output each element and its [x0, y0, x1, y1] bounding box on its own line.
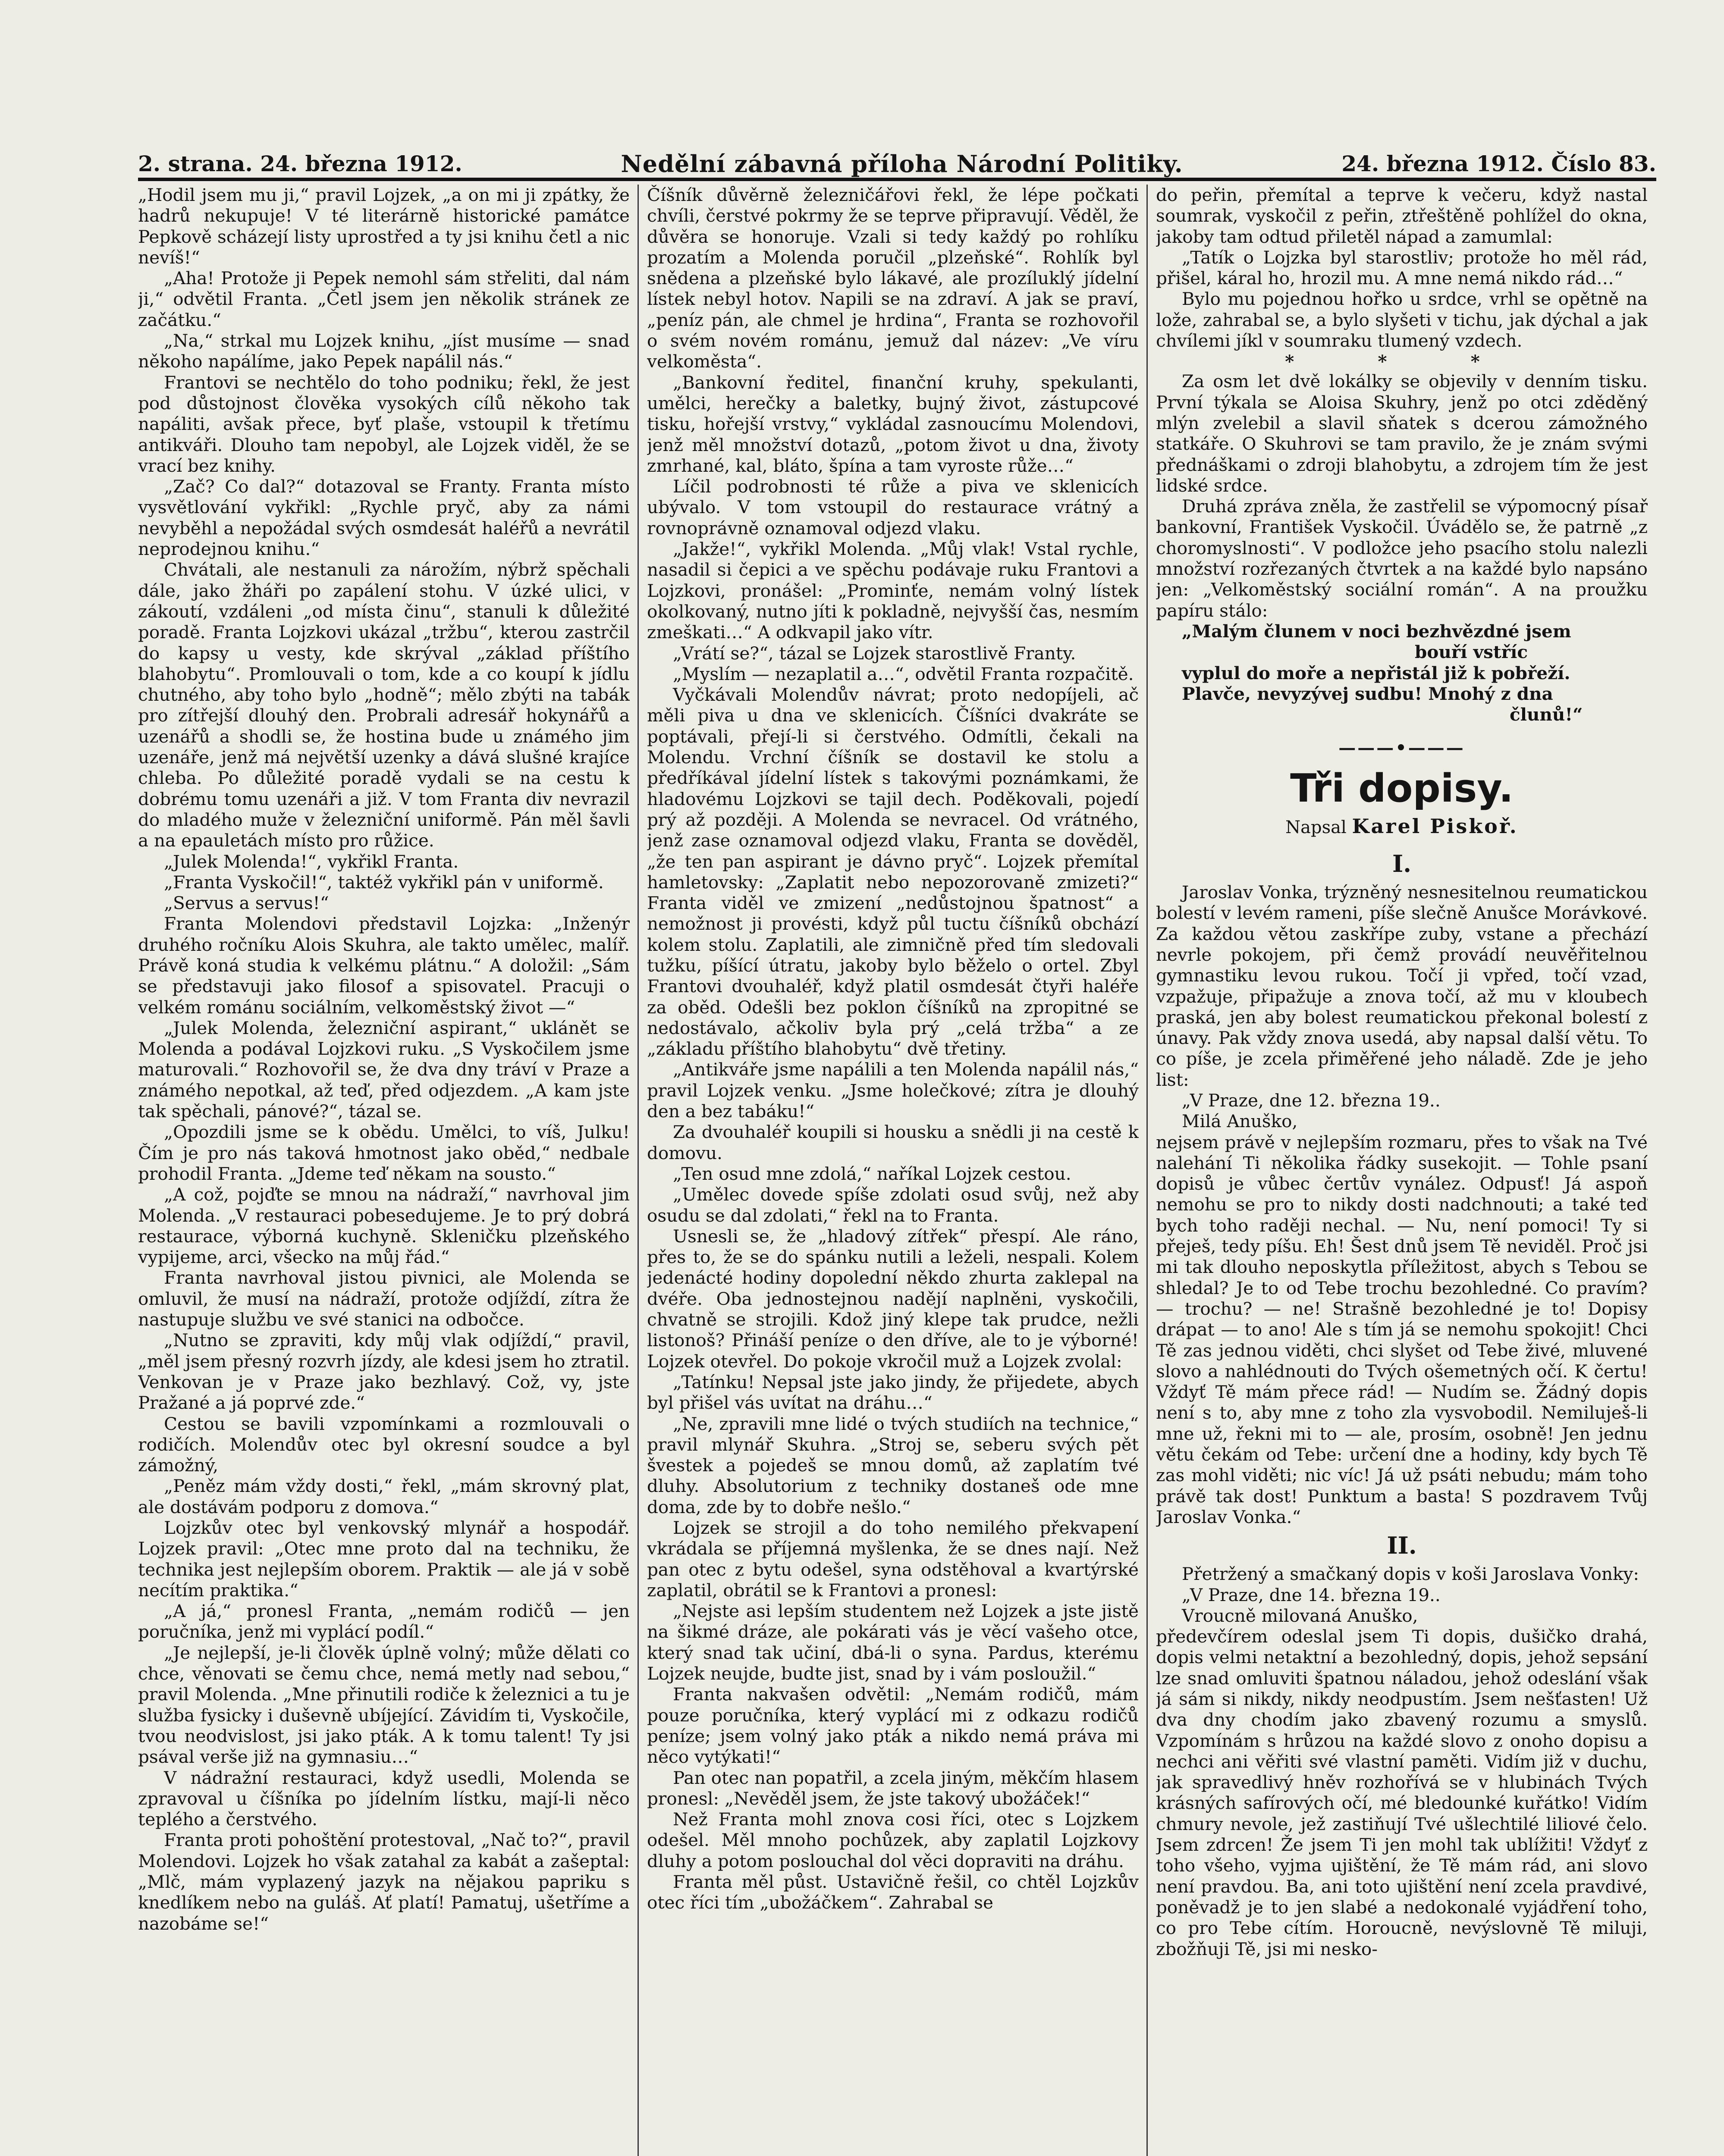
paragraph: „Opozdili jsme se k obědu. Umělci, to víš, Julku! Čím je pro nás taková hmotnost jako oběd,“ nedbale prohodil Franta. „Jdeme teď někam na sousto.“ [138, 1122, 630, 1184]
paragraph: Líčil podrobnosti té růže a piva ve sklenicích ubývalo. V tom vstoupil do restaurace vrátný a rovnoprávně oznamoval odjezd vlaku. [647, 476, 1139, 539]
paragraph: Druhá zpráva zněla, že zastřelil se výpomocný písař bankovní, František Vyskočil. Úvádělo se, že patrně „z choromyslnosti“. V podložce jeho psacího stolu nalezli množství rozřezaných čtvrtek a na každé bylo napsáno jen: „Velkoměstský sociální román“. A na proužku papíru stálo: [1156, 496, 1648, 621]
paragraph: „Ten osud mne zdolá,“ naříkal Lojzek cestou. [673, 1163, 1071, 1184]
paragraph: Za osm let dvě lokálky se objevily v denním tisku. První týkala se Aloisa Skuhry, jenž po otci zděděný mlýn zvelebil a slavil sňatek s dcerou zámožného statkáře. O Skuhrovi se tam pravilo, že je znám svými přednáškami o zdroji blahobytu, a zdrojem tím že jest lidské srdce. [1156, 371, 1648, 496]
paragraph: Pan otec nan popatřil, a zcela jiným, měkčím hlasem pronesl: „Nevěděl jsem, že jste takový ubožáček!“ [647, 1767, 1139, 1809]
paragraph: Bylo mu pojednou hořko u srdce, vrhl se opětně na lože, zahrabal se, a bylo slyšeti v tichu, jak dýchal a jak chvílemi jíkl v soumraku tlumený vzdech. [1156, 288, 1648, 351]
paragraph: „Myslím — nezaplatil a…“, odvětil Franta rozpačitě. [673, 663, 1134, 684]
paragraph: Chvátali, ale nestanuli za nárožím, nýbrž spěchali dále, jako žháři po zapálení stohu. V úzké ulici, v zákoutí, vzdáleni „od místa činu“, stanuli k důležité poradě. Franta Lojzkovi ukázal „tržbu“, kterou zastrčil do kapsy u vesty, kde skrýval „základ příštího blahobytu“. Promlouvali o tom, kde a co koupí k jídlu chutného, aby toho bylo „hodně“; mělo zbýti na tabák pro zítřejší dlouhý den. Probrali adresář hokynářů a uzenářů a shodli se, že hostina bude u známého jim uzenáře, jenž má největší uzenky a dává slušné krajíce chleba. Po důležité poradě vydali se na cestu k dobrému tomu uzenáři a již. V tom Franta div nevrazil do mladého muže v železniční uniformě. Pán měl šavli a na epauletách místo pro růžice. [138, 559, 630, 851]
paragraph: „Bankovní ředitel, finanční kruhy, spekulanti, umělci, herečky a baletky, bujný život, zástupcové tisku, hořejší vrstvy,“ vykládal zasnoucímu Molendovi, jenž měl množství dotazů, „potom život u dna, životy zmrhané, kal, bláto, špína a tam vyroste růže…“ [647, 372, 1139, 476]
paragraph: Franta navrhoval jistou pivnici, ale Molenda se omluvil, že musí na nádraží, protože odjíždí, zítra že nastupuje službu ve své stanici na odbočce. [138, 1267, 630, 1330]
paragraph: „Hodil jsem mu ji,“ pravil Lojzek, „a on mi ji zpátky, že hadrů nekupuje! V té literárně historické památce Pepkově scházejí listy uprostřed a ty jsi knihu četl a nic nevíš!“ [138, 185, 630, 268]
paragraph: „Nejste asi lepším studentem než Lojzek a jste jistě na šikmé dráze, ale pokárati vás je věcí vašeho otce, který snad tak učiní, dbá-li o syna. Pardus, kterému Lojzek neujde, budte jist, snad by i vám posloužil.“ [647, 1601, 1139, 1684]
page-header [138, 142, 1656, 177]
paragraph: V nádražní restauraci, když usedli, Molenda se zpravoval u číšníka po jídelním lístku, mají-li něco teplého a čerstvého. [138, 1767, 630, 1830]
paragraph: „A já,“ pronesl Franta, „nemám rodičů — jen poručníka, jenž mi vyplácí podíl.“ [138, 1601, 630, 1642]
column-3 [1156, 185, 1648, 2156]
paragraph: Vroucně milovaná Anuško, [1182, 1605, 1418, 1626]
paragraph: „Tatík o Lojzka byl starostliv; protože ho měl rád, přišel, káral ho, hrozil mu. A mne nemá nikdo rád…“ [1156, 247, 1648, 289]
paragraph: „Peněz mám vždy dosti,“ řekl, „mám skrovný plat, ale dostávám podporu z domova.“ [138, 1476, 630, 1517]
paragraph: „Zač? Co dal?“ dotazoval se Franty. Franta místo vysvětlování vykřikl: „Rychle pryč, aby za námi nevyběhl a nepožádal svých osmdesát haléřů a nevrátil neprodejnou knihu.“ [138, 476, 630, 560]
poem-line: „Malým člunem v noci bezhvězdné jsem [1182, 620, 1571, 642]
poem-line: bouří vstříc [1415, 642, 1528, 663]
part-number: II. [1387, 1532, 1417, 1560]
paragraph: Než Franta mohl znova cosi říci, otec s Lojzkem odešel. Měl mnoho pochůzek, aby zaplatil Lojzkovy dluhy a potom poslouchal dol věci dopraviti na dráhu. [647, 1809, 1139, 1871]
paragraph: „V Praze, dne 12. března 19.. [1182, 1090, 1441, 1111]
paragraph: „A což, pojďte se mnou na nádraží,“ navrhoval jim Molenda. „V restauraci pobesedujeme. Je to prý dobrá restaurace, výborná kuchyně. Skleničku plzeňského vypijeme, arci, všecko na můj řád.“ [138, 1184, 630, 1268]
paragraph: „Tatínku! Nepsal jste jako jindy, že přijedete, abych byl přišel vás uvítat na dráhu…“ [647, 1371, 1139, 1413]
paragraph: Přetržený a smačkaný dopis v koši Jaroslava Vonky: [1182, 1564, 1639, 1585]
author-name: Karel Piskoř. [1352, 814, 1518, 838]
column-2 [647, 185, 1139, 2156]
paragraph: Frantovi se nechtělo do toho podniku; řekl, že jest pod důstojnost člověka vysokých cílů někoho tak napáliti, avšak přece, byť plaše, vstoupil k třetímu antikváři. Dlouho tam nepobyl, ale Lojzek viděl, že se vrací bez knihy. [138, 372, 630, 476]
paragraph: Lojzkův otec byl venkovský mlynář a hospodář. Lojzek pravil: „Otec mne proto dal na techniku, že technika jest nejlepším oborem. Praktik — ale já v sobě necítím praktika.“ [138, 1517, 630, 1601]
paragraph: „Franta Vyskočil!“, taktéž vykřikl pán v uniformě. [164, 871, 604, 893]
poem-line: člunů!“ [1510, 704, 1583, 725]
paragraph: „Na,“ strkal mu Lojzek knihu, „jíst musíme — snad někoho napálíme, jako Pepek napálil nás.“ [138, 330, 630, 372]
part-number: I. [1392, 850, 1412, 878]
ornament-divider: ———•——— [1338, 738, 1465, 758]
paragraph: „Nutno se zpraviti, kdy můj vlak odjíždí,“ pravil, „měl jsem přesný rozvrh jízdy, ale kdesi jsem ho ztratil. Venkovan je v Praze jako bezhlavý. Což, vy, jste Pražané a já poprvé zde.“ [138, 1330, 630, 1413]
poem-line: vyplul do moře a nepřistál již k pobřeží. [1182, 662, 1570, 683]
paragraph: Jaroslav Vonka, trýzněný nesnesitelnou reumatickou bolestí v levém rameni, píše slečně Anušce Morávkové. Za každou větou zaskřípe zuby, vstane a přechází nevrle pokojem, při čemž provádí neuvěřitelnou gymnastiku levou rukou. Točí ji vpřed, točí vzad, vzpažuje, připažuje a znova točí, až mu v kloubech praská, jen aby bolest reumatickou překonal bolestí z únavy. Pak vždy znova usedá, aby napsal další větu. To co píše, je zcela přiměřené jeho náladě. Zde je jeho list: [1156, 882, 1648, 1090]
paragraph: Franta Molendovi představil Lojzka: „Inženýr druhého ročníku Alois Skuhra, ale takto umělec, malíř. Právě koná studia k velkému plátnu.“ A doložil: „Sám se představuji jako filosof a spisovatel. Pracuji o velkém románu sociálním, velkoměstský život —“ [138, 913, 630, 1018]
story-title: Tři dopisy. [1290, 765, 1514, 811]
paragraph: „Antikváře jsme napálili a ten Molenda napálil nás,“ pravil Lojzek venku. „Jsme holečkové; zítra je dlouhý den a bez tabáku!“ [647, 1059, 1139, 1122]
header-right: 24. března 1912. Číslo 83. [1341, 151, 1656, 176]
paragraph: Za dvouhaléř koupili si housku a snědli ji na cestě k domovu. [647, 1122, 1139, 1163]
paragraph: „V Praze, dne 14. března 19.. [1182, 1584, 1441, 1605]
paragraph: „Servus a servus!“ [164, 893, 329, 914]
paragraph: Číšník důvěrně železničářovi řekl, že lépe počkati chvíli, čerstvé pokrmy že se teprve připravují. Věděl, že důvěra se honoruje. Vzali si tedy každý po rohlíku prozatím a Molenda poručil „plzeňské“. Rohlík byl snědena a plzeňské bylo lákavé, ale prozíluklý jídelní lístek nebyl hotov. Napili se na zdraví. A jak se praví, „peníz pán, ale chmel je hrdina“, Franta se rozhovořil o svém novém románu, jemuž dal název: „Ve víru velkoměsta“. [647, 185, 1139, 372]
paragraph: Milá Anuško, [1182, 1111, 1298, 1132]
paragraph: „Ne, zpravili mne lidé o tvých studiích na technice,“ pravil mlynář Skuhra. „Stroj se, seberu svých pět švestek a pojedeš se mnou domů, až zaplatím tvé dluhy. Absolutorium z techniky dostaneš ode mne doma, zde by to dobře nešlo.“ [647, 1413, 1139, 1517]
paragraph: „Je nejlepší, je-li člověk úplně volný; může dělati co chce, věnovati se čemu chce, nemá metly nad sebou,“ pravil Molenda. „Mne přinutili rodiče k železnici a tu je služba fysicky i duševně ubíjející. Závidím ti, Vyskočile, tvou neodvislost, jsi jako pták. A k tomu talent! Ty jsi psával verše již na gymnasiu…“ [138, 1642, 630, 1767]
column-1 [138, 185, 630, 2156]
paragraph: nejsem právě v nejlepším rozmaru, přes to však na Tvé nalehání Ti několika řádky susekojit. — Tohle psaní dopisů je vůbec čertův vynález. Odpusť! Já aspoň nemohu se pro to nikdy dosti nadchnouti; a také teď bych toho raději nechal. — Nu, není pomoci! Ty si přeješ, tedy píšu. Eh! Šest dnů jsem Tě neviděl. Proč jsi mi tak dlouho neposkytla příležitost, abych s Tebou se shledal? Je to od Tebe trochu bezohledné. Co pravím? — trochu? — ne! Strašně bezohledné je to! Dopisy drápat — to ano! Ale s tím já se nemohu spokojit! Chci Tě zas jednou viděti, chci slyšet od Tebe živé, mluvené slovo a nahlédnouti do Tvých ošemetných očí. K čertu! Vždyť Tě mám přece rád! — Nudím se. Žádný dopis není s to, aby mne z toho zla vysvobodil. Nemiluješ-li mne už, řekni mi to — ale, prosím, osobně! Jen jednu větu čekám od Tebe: určení dne a hodiny, kdy bych Tě zas mohl viděti; nic víc! Já už psáti nebudu; mám toho právě tak dost! Punktum a basta! S pozdravem Tvůj Jaroslav Vonka.“ [1156, 1131, 1648, 1527]
paragraph: Lojzek se strojil a do toho nemilého překvapení vkrádala se příjemná myšlenka, že se dnes nají. Než pan otec z bytu odešel, syna odstěhoval a kvartýrské zaplatil, obrátil se k Frantovi a pronesl: [647, 1517, 1139, 1601]
byline-prefix: Napsal [1285, 817, 1347, 837]
header-left: 2. strana. 24. března 1912. [138, 151, 462, 176]
header-rule [138, 178, 1656, 181]
paragraph: Franta proti pohoštění protestoval, „Nač to?“, pravil Molendovi. Lojzek ho však zatahal za kabát a zašeptal: „Mlč, mám vyplazený jazyk na nějakou papriku s knedlíkem nebo na guláš. Ať platí! Pamatuj, ušetříme a nazobáme se!“ [138, 1830, 630, 1934]
paragraph: předevčírem odeslal jsem Ti dopis, dušičko drahá, dopis velmi netaktní a bezohledný, dopis, jehož sepsání lze snad omluviti špatnou náladou, jehož odeslání však já sám si nikdy, nikdy neodpustím. Jsem nešťasten! Už dva dny chodím jako zbavený rozumu a smyslů. Vzpomínám s hrůzou na každé slovo z onoho dopisu a nechci ani věřiti své vlastní paměti. Vidím již v duchu, jak spravedlivý hněv rozhořívá se v hlubinách Tvých krásných safírových očí, mé bledounké kuřátko! Vidím chmury nevole, jež zastiňují Tvé ušlechtilé liliové čelo. Jsem zdrcen! Že jsem Ti jen mohl tak ublížiti! Vždyť z toho všeho, vyjma ujištění, že Tě mám rád, ani slovo není pravdou. Ba, ani toto ujištění není zcela pravdivé, poněvadž je to jen slabé a nedokonalé vyjádření toho, co pro Tebe cítím. Horoucně, nevýslovně Tě miluji, zbožňuji Tě, jsi mi nesko- [1156, 1626, 1648, 1959]
paragraph: „Julek Molenda!“, vykřikl Franta. [164, 851, 459, 872]
paragraph: „Vrátí se?“, tázal se Lojzek starostlivě Franty. [673, 642, 1076, 664]
column-divider [637, 185, 639, 2156]
paragraph: „Umělec dovede spíše zdolati osud svůj, než aby osudu se dal zdolati,“ řekl na to Franta. [647, 1184, 1139, 1226]
paragraph: Vyčkávali Molendův návrat; proto nedopíjeli, ač měli piva u dna ve sklenicích. Číšníci dvakráte se poptávali, přejí-li si čerstvého. Odmítli, čekali na Molendu. Vrchní číšník se dostavil ke stolu a předříkával jídelní lístek s takovými poznámkami, že hladovému Lojzkovi se tajil dech. Poděkovali, pojedí prý až později. A Molenda se nevracel. Od vrátného, jenž zase oznamoval odjezd vlaku, Franta se dověděl, „že ten pan aspirant je dávno pryč“. Lojzek přemítal hamletovsky: „Zaplatit nebo nepozorovaně zmizeti?“ Franta viděl ve zmizení „nedůstojnou špatnost“ a nemožnost ji provésti, když půl tuctu číšníků obchází kolem stolu. Zaplatili, ale zimničně před tím sledovali tužku, píšící útratu, jakoby bylo běželo o ortel. Zbyl Frantovi dvouhaléř, když platil osmdesát čtyři haléře za oběd. Odešli bez poklon číšníků na zpropitné se nedostávalo, ačkoliv byla prý „celá tržba“ a ze „základu příštího blahobytu“ dvě třetiny. [647, 684, 1139, 1059]
column-divider [1146, 185, 1148, 2156]
header-masthead: Nedělní zábavná příloha Národní Politiky. [621, 150, 1183, 178]
paragraph: Usnesli se, že „hladový zítřek“ přespí. Ale ráno, přes to, že se do spánku nutili a leželi, nespali. Kolem jedenácté hodiny dopolední někdo zhurta zaklepal na dvéře. Oba jednostejnou nadějí naplněni, vyskočili, chvatně se strojili. Kdož jiný klepe tak prudce, nežli listonoš? Přináší peníze o den dříve, ale to je výborné! Lojzek otevřel. Do pokoje vkročil muž a Lojzek zvolal: [647, 1225, 1139, 1372]
paragraph: „Julek Molenda, železniční aspirant,“ uklánět se Molenda a podával Lojzkovi ruku. „S Vyskočilem jsme maturovali.“ Rozhovořil se, že dva dny tráví v Praze a známého nepotkal, až teď, před odjezdem. „A kam jste tak spěchali, pánové?“, tázal se. [138, 1017, 630, 1122]
paragraph: „Jakže!“, vykřikl Molenda. „Můj vlak! Vstal rychle, nasadil si čepici a ve spěchu podávaje ruku Frantovi a Lojzkovi, pronášel: „Prominťe, nemám volný lístek okolkovaný, nutno jíti k pokladně, nejvyšší čas, nesmím zmeškati…“ A odkvapil jako vítr. [647, 539, 1139, 643]
section-stars: * * * [1285, 351, 1519, 372]
paragraph: Franta nakvašen odvětil: „Nemám rodičů, mám pouze poručníka, který vyplácí mi z odkazu rodičů peníze; jsem volný jako pták a nikdo nemá práva mi něco vytýkati!“ [647, 1684, 1139, 1767]
paragraph: Cestou se bavili vzpomínkami a rozmlouvali o rodičích. Molendův otec byl okresní soudce a byl zámožný, [138, 1413, 630, 1476]
paragraph: do peřin, přemítal a teprve k večeru, když nastal soumrak, vyskočil z peřin, ztřeštěně pohlížel do okna, jakoby tam odtud přiletěl nápad a zamumlal: [1156, 185, 1648, 247]
byline [1156, 816, 1648, 838]
paragraph: Franta měl půst. Ustavičně řešil, co chtěl Lojzkův otec říci tím „ubožáčkem“. Zahrabal se [647, 1871, 1139, 1913]
poem-line: Plavče, nevyzývej sudbu! Mnohý z dna [1182, 683, 1553, 704]
paragraph: „Aha! Protože ji Pepek nemohl sám střeliti, dal nám ji,“ odvětil Franta. „Četl jsem jen několik stránek ze začátku.“ [138, 268, 630, 330]
